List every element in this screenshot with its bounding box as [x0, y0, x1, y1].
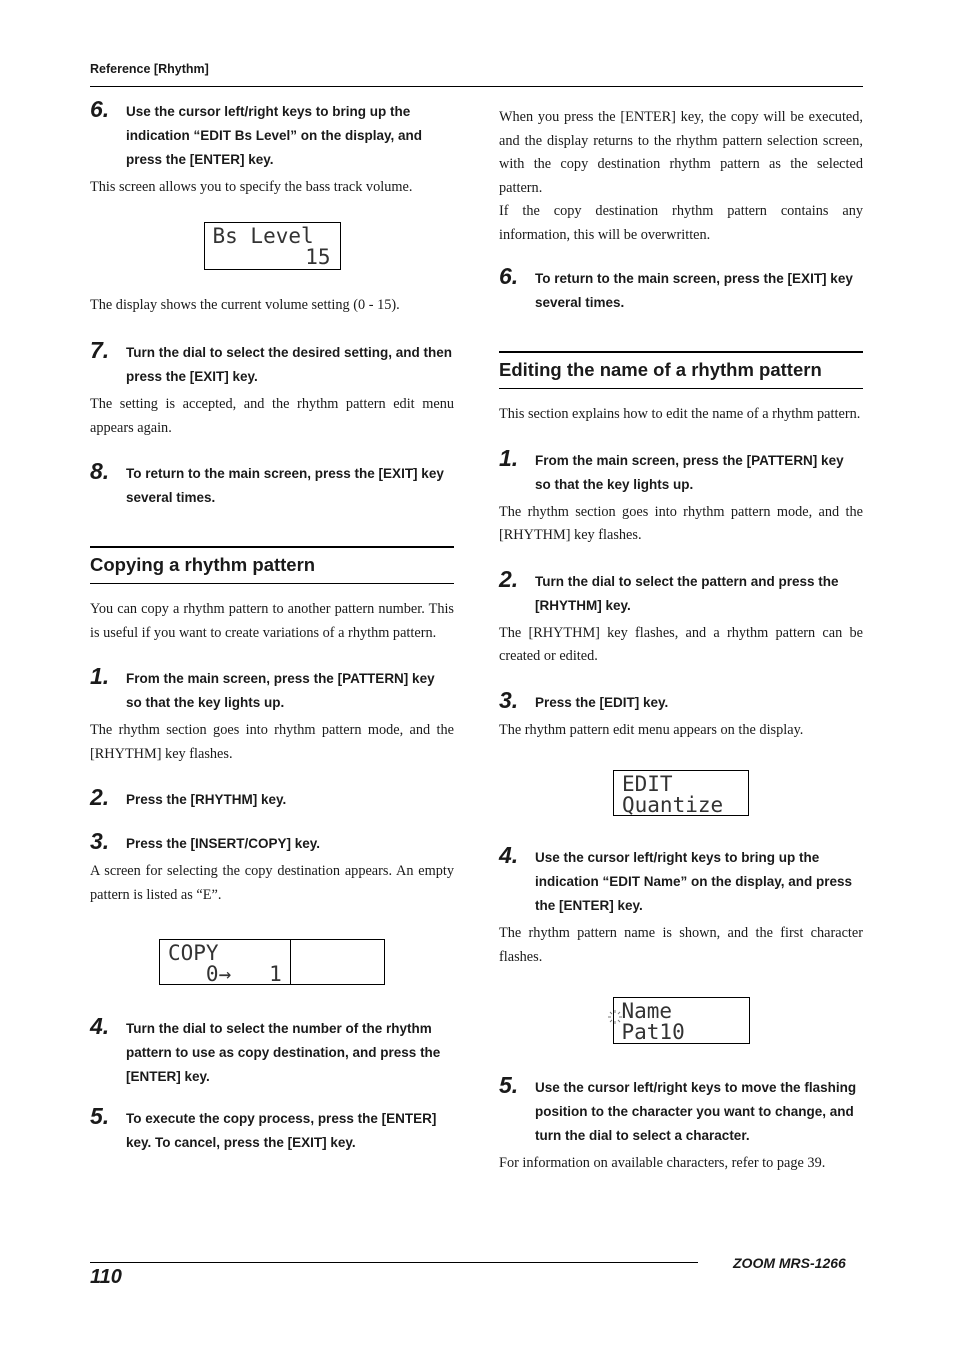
lcd-line-2: 15 [305, 244, 331, 269]
step-instruction: To return to the main screen, press the [EXIT] key several times. [535, 271, 853, 310]
section-title: Editing the name of a rhythm pattern [499, 359, 822, 380]
paragraph: This screen allows you to specify the bass track volume. [90, 179, 413, 195]
lcd-display-edit-quantize [613, 770, 749, 816]
section-heading-editing-name [499, 351, 863, 389]
page-number: 110 [90, 1266, 122, 1288]
step-number: 1. [90, 663, 110, 689]
step-number: 1. [499, 444, 519, 471]
paragraph: The rhythm pattern name is shown, and the first character flashes. [499, 925, 863, 965]
paragraph: When you press the [ENTER] key, the copy will be executed, and the display returns to the rhythm pattern selection screen, with the copy destination rhythm pattern as the selected pattern. [499, 109, 863, 196]
right-column [499, 100, 863, 1176]
paragraph: This section explains how to edit the name of a rhythm pattern. [499, 406, 861, 422]
step-number: 6. [90, 96, 110, 122]
lcd-line-2: Quantize [622, 793, 724, 817]
step-8 [90, 458, 454, 510]
step-number: 7. [90, 337, 110, 363]
step-instruction: From the main screen, press the [PATTERN] key so that the key lights up. [126, 671, 435, 710]
paragraph: The rhythm section goes into rhythm pattern mode, and the [RHYTHM] key flashes. [499, 503, 863, 543]
step-1 [499, 444, 863, 497]
step-3 [90, 828, 454, 856]
step-instruction: Press the [RHYTHM] key. [126, 792, 287, 807]
lcd-display-bs-level [204, 222, 341, 270]
step-instruction: From the main screen, press the [PATTERN] key so that the key lights up. [535, 452, 844, 492]
paragraph: If the copy destination rhythm pattern contains any information, this will be overwritten. [499, 203, 863, 243]
step-number: 3. [90, 828, 110, 854]
step-6 [499, 263, 863, 315]
paragraph: The display shows the current volume setting (0 - 15). [90, 296, 400, 313]
step-instruction: Turn the dial to select the pattern and press the [RHYTHM] key. [535, 573, 839, 613]
lcd-display-name [613, 997, 750, 1044]
step-number: 3. [499, 686, 519, 713]
step-instruction: Turn the dial to select the desired setting, and then press the [EXIT] key. [126, 345, 453, 384]
step-number: 2. [90, 784, 110, 810]
step-4 [499, 842, 863, 918]
step-2 [499, 565, 863, 618]
paragraph: The [RHYTHM] key flashes, and a rhythm pattern can be created or edited. [499, 624, 863, 664]
section-heading-copying [90, 546, 454, 584]
lcd-edge [744, 770, 749, 816]
product-name: ZOOM MRS-1266 [733, 1255, 846, 1271]
step-instruction: Use the cursor left/right keys to bring up the indication “EDIT Bs Level” on the display, and press the [ENTER] key. [126, 104, 423, 167]
step-instruction: Use the cursor left/right keys to move the flashing position to the character you want to change, and turn the dial to select a character. [535, 1080, 857, 1143]
step-instruction: Press the [INSERT/COPY] key. [126, 836, 321, 851]
lcd-line-2: 0→ 1 [168, 962, 282, 986]
footer-rule [90, 1262, 698, 1263]
step-number: 4. [90, 1013, 110, 1039]
step-3 [499, 686, 863, 715]
lcd-display-copy [159, 939, 385, 985]
left-column [90, 96, 454, 1155]
step-instruction: Press the [EDIT] key. [535, 694, 669, 710]
section-title: Copying a rhythm pattern [90, 554, 316, 575]
header-rule [90, 86, 863, 87]
lcd-line-1: Bs Level [212, 223, 314, 248]
paragraph: The rhythm section goes into rhythm pattern mode, and the [RHYTHM] key flashes. [90, 722, 454, 762]
lcd-divider [290, 939, 291, 985]
lcd-line-1: EDIT [622, 772, 673, 796]
step-number: 5. [499, 1072, 519, 1098]
step-5 [90, 1103, 454, 1155]
paragraph: For information on available characters, refer to page 39. [499, 1155, 826, 1171]
step-number: 5. [90, 1103, 110, 1129]
step-1 [90, 663, 454, 715]
paragraph: The setting is accepted, and the rhythm pattern edit menu appears again. [90, 396, 454, 436]
step-instruction: To execute the copy process, press the [ENTER] key. To cancel, press the [EXIT] key. [126, 1111, 437, 1150]
step-2 [90, 784, 454, 812]
lcd-edge [745, 997, 750, 1044]
step-number: 8. [90, 458, 110, 484]
lcd-line-2: Pat10 [621, 1020, 685, 1044]
step-number: 4. [499, 842, 519, 868]
step-instruction: To return to the main screen, press the [EXIT] key several times. [126, 466, 444, 505]
lcd-line-1: COPY [168, 941, 219, 965]
running-header: Reference [Rhythm] [90, 62, 209, 76]
step-5 [499, 1072, 863, 1148]
lcd-line-1: Name [621, 999, 673, 1023]
step-4 [90, 1013, 454, 1089]
step-7 [90, 337, 454, 389]
paragraph: You can copy a rhythm pattern to another pattern number. This is useful if you want to create variations of a rhythm pattern. [90, 601, 454, 641]
lcd-edge [336, 222, 341, 270]
step-instruction: Use the cursor left/right keys to bring up the indication “EDIT Name” on the display, and press the [ENTER] key. [535, 850, 853, 913]
step-number: 6. [499, 263, 519, 289]
step-6 [90, 96, 454, 172]
step-number: 2. [499, 565, 519, 592]
paragraph: The rhythm pattern edit menu appears on the display. [499, 721, 804, 738]
step-instruction: Turn the dial to select the number of the rhythm pattern to use as copy destination, and press the [ENTER] key. [126, 1021, 441, 1084]
paragraph: A screen for selecting the copy destination appears. An empty pattern is listed as “E”. [90, 863, 454, 903]
flashing-cursor-icon [608, 1010, 622, 1024]
